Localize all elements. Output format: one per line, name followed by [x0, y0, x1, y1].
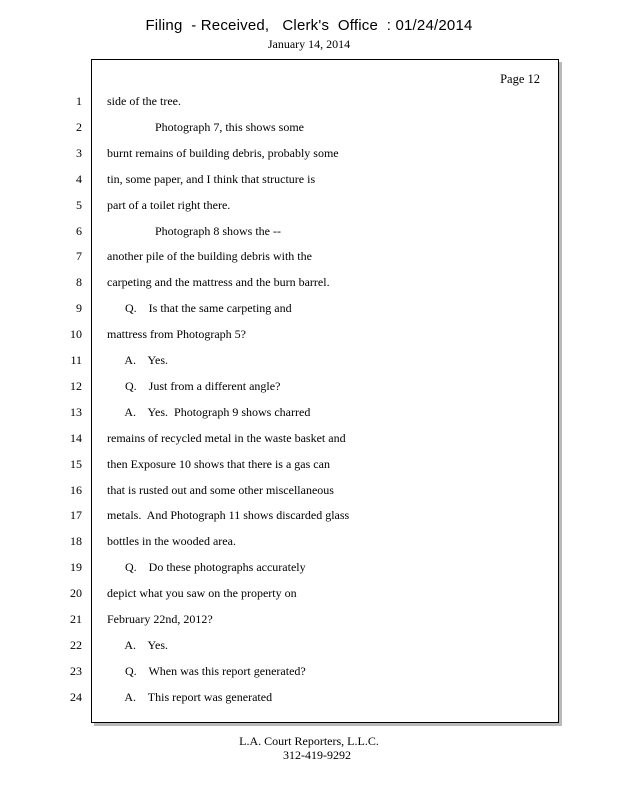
- line-number: 24: [70, 690, 82, 704]
- transcript-line: A. Yes.: [107, 638, 169, 652]
- line-number: 2: [76, 120, 82, 134]
- line-number: 10: [70, 327, 82, 341]
- line-number: 17: [70, 508, 82, 522]
- line-number: 7: [76, 249, 82, 263]
- line-number: 13: [70, 405, 82, 419]
- line-number: 23: [70, 664, 82, 678]
- transcript-line: A. Yes.: [107, 353, 169, 367]
- transcript-line: another pile of the building debris with the: [107, 249, 312, 263]
- line-number: 14: [70, 431, 82, 445]
- transcript-date: January 14, 2014: [267, 37, 351, 51]
- transcript-line: tin, some paper, and I think that structure is: [107, 172, 316, 186]
- transcript-line: carpeting and the mattress and the burn barrel.: [107, 275, 330, 289]
- line-number: 8: [76, 275, 82, 289]
- line-number: 11: [70, 353, 82, 367]
- line-number: 12: [70, 379, 82, 393]
- transcript-line: side of the tree.: [107, 94, 181, 108]
- line-number: 19: [70, 560, 82, 574]
- transcript-line: metals. And Photograph 11 shows discarded glass: [107, 508, 350, 522]
- transcript-line: Q. Is that the same carpeting and: [107, 301, 292, 315]
- transcript-line: then Exposure 10 shows that there is a gas can: [107, 457, 330, 471]
- transcript-line: Photograph 7, this shows some: [107, 120, 305, 134]
- transcript-line: Photograph 8 shows the --: [107, 224, 281, 238]
- line-number: 16: [70, 483, 82, 497]
- footer-phone: 312-419-9292: [283, 748, 351, 762]
- transcript-line: February 22nd, 2012?: [107, 612, 213, 626]
- line-number: 9: [76, 301, 82, 315]
- line-number: 20: [70, 586, 82, 600]
- line-number: 1: [76, 94, 82, 108]
- transcript-line: A. Yes. Photograph 9 shows charred: [107, 405, 311, 419]
- transcript-line: part of a toilet right there.: [107, 198, 231, 212]
- line-number: 15: [70, 457, 82, 471]
- transcript-line: Q. When was this report generated?: [107, 664, 306, 678]
- line-number: 5: [76, 198, 82, 212]
- transcript-line: A. This report was generated: [107, 690, 273, 704]
- transcript-line: mattress from Photograph 5?: [107, 327, 246, 341]
- line-number: 4: [76, 172, 82, 186]
- page-number: Page 12: [500, 72, 540, 86]
- transcript-line: burnt remains of building debris, probably some: [107, 146, 339, 160]
- transcript-line: Q. Just from a different angle?: [107, 379, 281, 393]
- line-number: 18: [70, 534, 82, 548]
- transcript-line: Q. Do these photographs accurately: [107, 560, 306, 574]
- footer-company: L.A. Court Reporters, L.L.C.: [239, 734, 379, 748]
- transcript-line: bottles in the wooded area.: [107, 534, 236, 548]
- transcript-line: that is rusted out and some other miscellaneous: [107, 483, 334, 497]
- line-number: 3: [76, 146, 82, 160]
- filing-stamp: Filing - Received, Clerk's Office : 01/24/2014: [145, 17, 473, 34]
- line-number: 21: [70, 612, 82, 626]
- line-number: 22: [70, 638, 82, 652]
- transcript-line: remains of recycled metal in the waste basket and: [107, 431, 346, 445]
- line-number: 6: [76, 224, 82, 238]
- transcript-line: depict what you saw on the property on: [107, 586, 297, 600]
